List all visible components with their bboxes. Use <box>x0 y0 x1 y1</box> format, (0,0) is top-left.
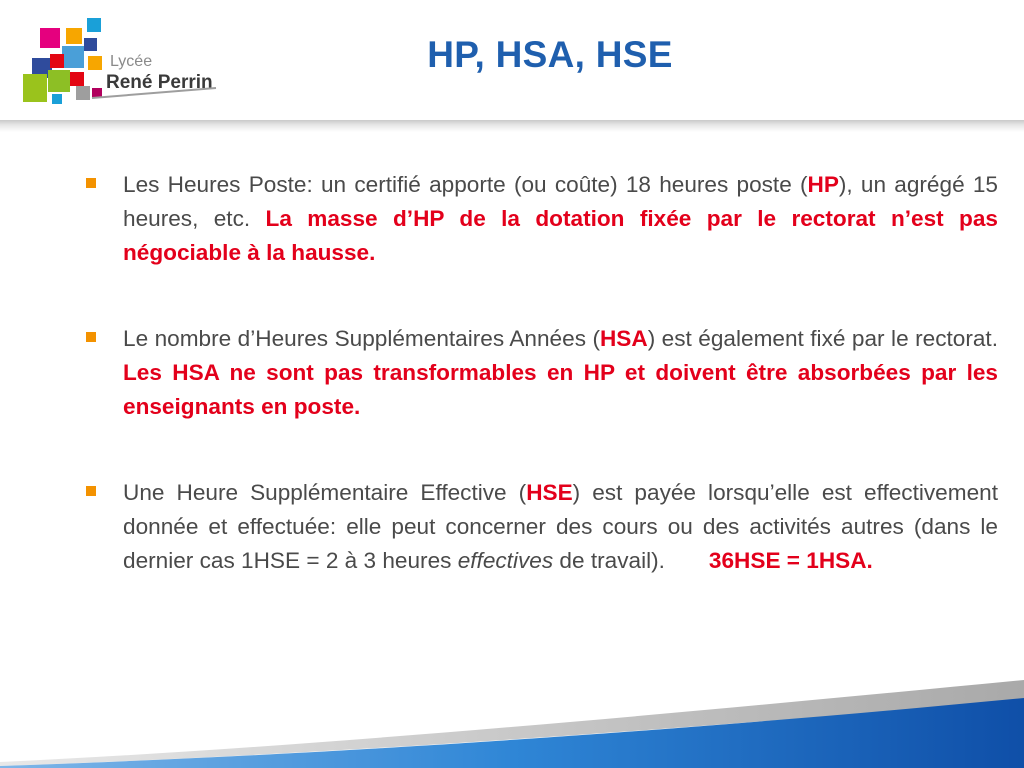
bullet-text <box>123 476 998 578</box>
bullet-text <box>123 322 998 424</box>
bullet-square-icon <box>86 332 96 342</box>
highlight-term: HSE <box>526 480 573 505</box>
text-run: Le nombre d’Heures Supplémentaires Années ( <box>123 326 600 351</box>
highlight-term: HSA <box>599 326 648 351</box>
bullet-item <box>86 168 998 270</box>
italic-term: effectives <box>457 548 554 573</box>
bullet-square-icon <box>86 486 96 496</box>
text-run: de travail). <box>553 548 665 573</box>
logo-text-main: René Perrin <box>106 72 213 93</box>
text-run: ) est également fixé par le rectorat. <box>647 326 998 351</box>
bullet-item <box>86 322 998 424</box>
text-run: Une Heure Supplémentaire Effective ( <box>123 480 527 505</box>
bullet-item <box>86 476 998 578</box>
logo-text-small: Lycée <box>110 53 153 70</box>
header-shadow <box>0 120 1024 132</box>
highlight-term: HP <box>807 172 839 197</box>
bullet-square-icon <box>86 178 96 188</box>
bullet-text <box>123 168 998 270</box>
footer-wave <box>0 676 1024 768</box>
slide-body <box>86 168 998 630</box>
school-logo <box>18 16 223 108</box>
text-run: ) est payée lorsqu’elle est effectivement donnée et effectuée: elle peut concerner des cours ou des activités autres (dans le dernier cas 1HSE = 2 à 3 heures <box>123 480 998 573</box>
text-run: Les Heures Poste: un certifié apporte (ou coûte) 18 heures poste ( <box>123 172 808 197</box>
highlight-sentence: La masse d’HP de la dotation fixée par le rectorat n’est pas négociable à la hausse. <box>123 206 998 265</box>
text-run: ), un agrégé 15 heures, etc. <box>123 172 998 231</box>
highlight-sentence: 36HSE = 1HSA. <box>708 548 873 573</box>
highlight-sentence: Les HSA ne sont pas transformables en HP et doivent être absorbées par les enseignants en poste. <box>123 360 998 419</box>
slide-title: HP, HSA, HSE <box>427 34 673 75</box>
title-container <box>300 34 800 76</box>
slide-header <box>0 0 1024 122</box>
